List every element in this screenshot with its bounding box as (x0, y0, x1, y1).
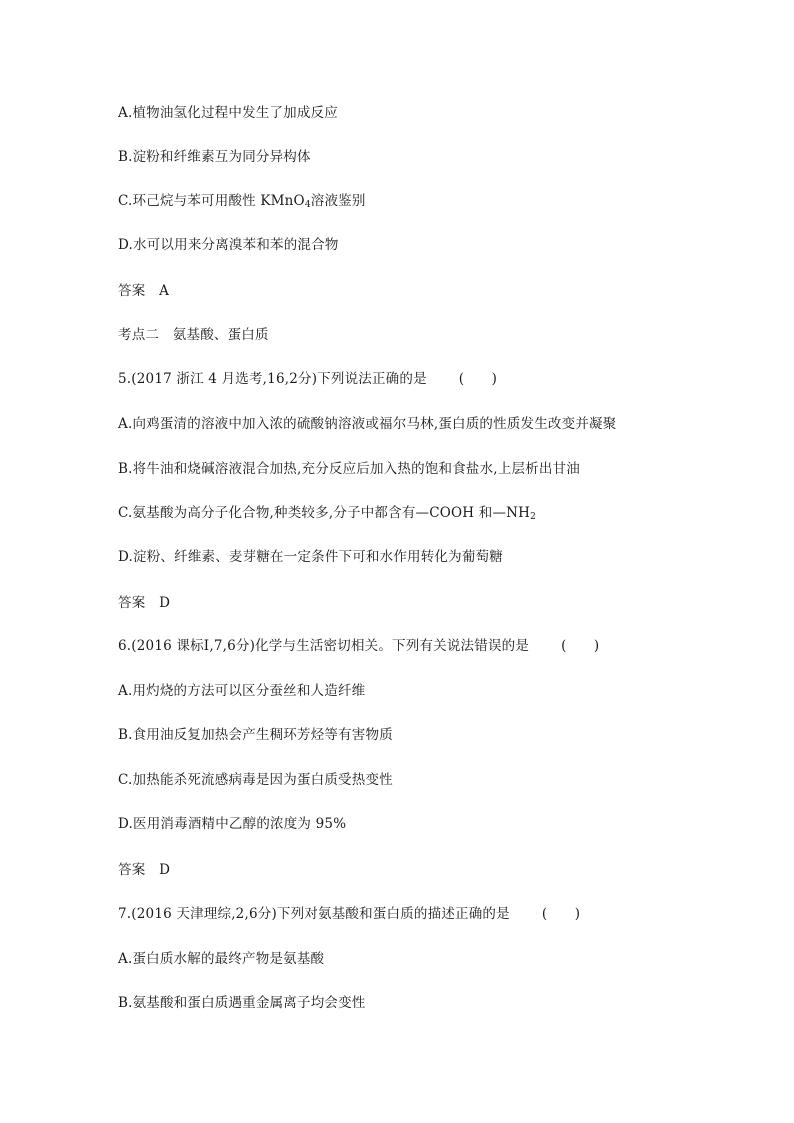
option-4d: D.水可以用来分离溴苯和苯的混合物 (118, 237, 339, 253)
answer-bracket: ( ) (458, 371, 498, 387)
option-5b: B.将牛油和烧碱溶液混合加热,充分反应后加入热的饱和食盐水,上层析出甘油 (118, 461, 580, 477)
option-6b: B.食用油反复加热会产生稠环芳烃等有害物质 (118, 727, 393, 743)
option-6c: C.加热能杀死流感病毒是因为蛋白质受热变性 (118, 772, 393, 788)
answer-bracket: ( ) (561, 638, 600, 654)
answer-6: 答案 D (118, 862, 171, 878)
question-6: 6.(2016 课标Ⅰ,7,6分)化学与生活密切相关。下列有关说法错误的是 ( ) (118, 638, 600, 654)
option-5d: D.淀粉、纤维素、麦芽糖在一定条件下可和水作用转化为葡萄糖 (118, 549, 503, 565)
option-4a: A.植物油氢化过程中发生了加成反应 (118, 105, 338, 121)
answer-5: 答案 D (118, 595, 171, 611)
question-7: 7.(2016 天津理综,2,6分)下列对氨基酸和蛋白质的描述正确的是 ( ) (118, 906, 581, 922)
option-7a: A.蛋白质水解的最终产物是氨基酸 (118, 951, 325, 967)
option-6d: D.医用消毒酒精中乙醇的浓度为 95% (118, 816, 347, 832)
question-5: 5.(2017 浙江 4 月选考,16,2分)下列说法正确的是 ( ) (118, 371, 498, 387)
option-4b: B.淀粉和纤维素互为同分异构体 (118, 149, 311, 165)
option-6a: A.用灼烧的方法可以区分蚕丝和人造纤维 (118, 683, 366, 699)
option-4c: C.环己烷与苯可用酸性 KMnO$_4$溶液鉴别 (118, 193, 366, 210)
answer-4: 答案 A (118, 283, 170, 299)
option-5c: C.氨基酸为高分子化合物,种类较多,分子中都含有—COOH 和$—NH_2$ (118, 505, 537, 522)
answer-bracket: ( ) (541, 906, 581, 922)
option-7b: B.氨基酸和蛋白质遇重金属离子均会变性 (118, 995, 366, 1011)
option-5a: A.向鸡蛋清的溶液中加入浓的硫酸钠溶液或福尔马林,蛋白质的性质发生改变并凝聚 (118, 416, 617, 432)
section-heading: 考点二 氨基酸、蛋白质 (118, 327, 269, 343)
